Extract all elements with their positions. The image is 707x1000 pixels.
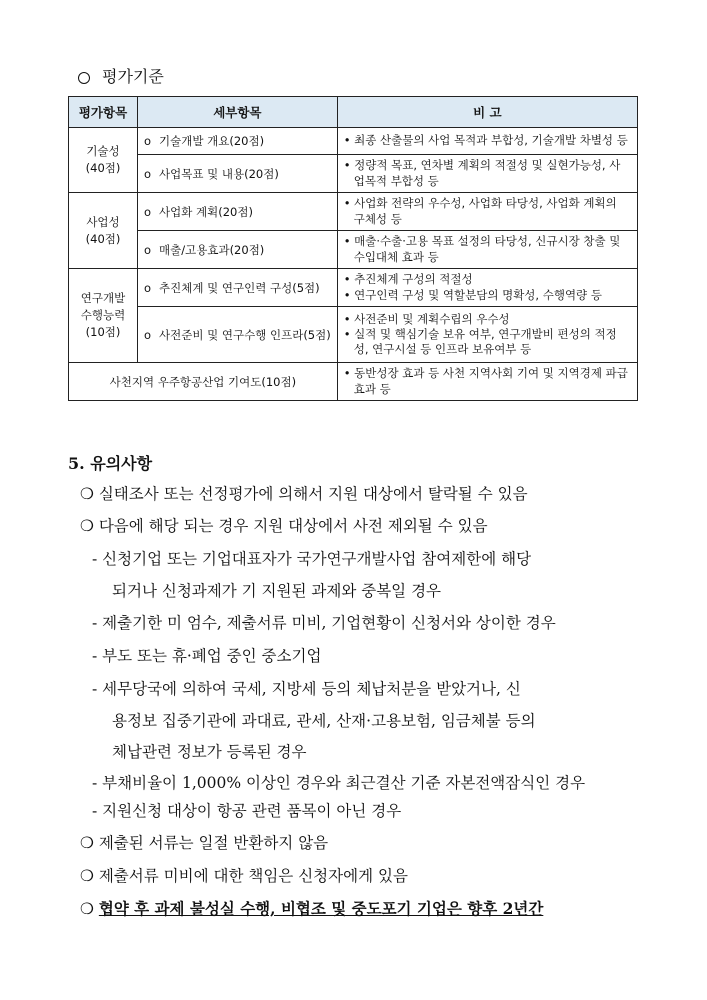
table-row [69,193,638,231]
table-row [69,307,638,363]
note-cell: • 추진체계 구성의 적절성 • 연구인력 구성 및 역할분담의 명확성, 수행역량 등 [337,269,637,307]
note-cell: • 최종 산출물의 사업 목적과 부합성, 기술개발 차별성 등 [337,128,637,155]
notice-line: 되거나 신청과제가 기 지원된 과제와 중복일 경우 [112,582,442,600]
header-item: 세부항목 [138,97,338,128]
item-cell: o 추진체계 및 연구인력 구성(5점) [138,269,338,307]
item-cell: o 사업화 계획(20점) [138,193,338,231]
item-cell: o 기술개발 개요(20점) [138,128,338,155]
note-cell: • 정량적 목표, 연차별 계획의 적절성 및 실현가능성, 사업목적 부합성 등 [337,155,637,193]
notice-line: - 제출기한 미 엄수, 제출서류 미비, 기업현황이 신청서와 상이한 경우 [92,614,556,632]
notice-line: ❍ 다음에 해당 되는 경우 지원 대상에서 사전 제외될 수 있음 [80,517,488,535]
notice-line: - 부채비율이 1,000% 이상인 경우와 최근결산 기준 자본전액잠식인 경우 [92,774,586,792]
circle-bullet-icon [78,72,90,84]
note-cell: • 사전준비 및 계획수립의 우수성 • 실적 및 핵심기술 보유 여부, 연구개발비 편성의 적정성, 연구시설 등 인프라 보유여부 등 [337,307,637,363]
table-row [69,269,638,307]
item-cell: o 사업목표 및 내용(20점) [138,155,338,193]
notice-line: - 신청기업 또는 기업대표자가 국가연구개발사업 참여제한에 해당 [92,550,532,568]
note-cell: • 동반성장 효과 등 사천 지역사회 기여 및 지역경제 파급효과 등 [337,363,637,401]
item-cell: o 사전준비 및 연구수행 인프라(5점) [138,307,338,363]
notice-line: ❍ 제출된 서류는 일절 반환하지 않음 [80,834,329,852]
circle-bullet-icon: ❍ [80,900,94,918]
notice-line: ❍ 제출서류 미비에 대한 책임은 신청자에게 있음 [80,867,408,885]
table-header-row [69,97,638,128]
eval-criteria-heading [78,64,164,87]
notice-line: ❍ 실태조사 또는 선정평가에 의해서 지원 대상에서 탈락될 수 있음 [80,485,528,503]
emphasis-text: 협약 후 과제 불성실 수행, 비협조 및 중도포기 기업은 향후 2년간 [98,899,544,918]
table-row [69,231,638,269]
table-row [69,155,638,193]
header-category: 평가항목 [69,97,138,128]
notice-line: 체납관련 정보가 등록된 경우 [112,743,307,761]
note-cell: • 매출·수출·고용 목표 설정의 타당성, 신규시장 창출 및 수입대체 효과 등 [337,231,637,269]
contribution-label: 사천지역 우주항공산업 기여도(10점) [69,363,338,401]
evaluation-table [68,96,638,401]
notice-line: - 부도 또는 휴·폐업 중인 중소기업 [92,647,322,665]
category-technical: 기술성 (40점) [69,128,138,193]
table-row [69,128,638,155]
notice-line: 용정보 집중기관에 과대료, 관세, 산재·고용보험, 임금체불 등의 [112,712,536,730]
note-cell: • 사업화 전략의 우수성, 사업화 타당성, 사업화 계획의 구체성 등 [337,193,637,231]
notice-line-emphasis [80,897,543,919]
eval-criteria-title: 평가기준 [102,67,164,86]
category-rnd-capability: 연구개발 수행능력 (10점) [69,269,138,363]
item-cell: o 매출/고용효과(20점) [138,231,338,269]
category-business: 사업성 (40점) [69,193,138,269]
header-note: 비 고 [337,97,637,128]
notice-line: - 세무당국에 의하여 국세, 지방세 등의 체납처분을 받았거나, 신 [92,680,521,698]
notice-heading: 5. 유의사항 [68,454,153,473]
notice-line: - 지원신청 대상이 항공 관련 품목이 아닌 경우 [92,802,402,820]
table-row [69,363,638,401]
